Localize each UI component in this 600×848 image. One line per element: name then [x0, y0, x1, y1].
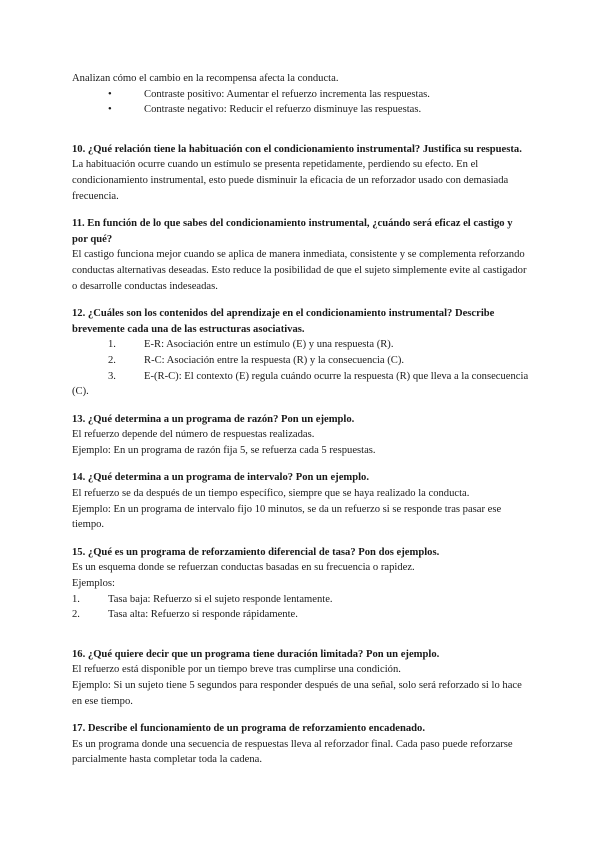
question-heading: 11. En función de lo que sabes del condicionamiento instrumental, ¿cuándo será eficaz el castigo y por qué?	[72, 218, 513, 245]
numbered-item	[72, 369, 530, 400]
question-heading: 15. ¿Qué es un programa de reforzamiento diferencial de tasa? Pon dos ejemplos.	[72, 546, 440, 558]
bullet-marker: •	[108, 104, 112, 116]
example-text: Ejemplo: En un programa de intervalo fijo 10 minutos, se da un refuerzo si se responde tras pasar ese tiempo.	[72, 503, 502, 531]
answer-text: El castigo funciona mejor cuando se aplica de manera inmediata, consistente y se complementa reforzando conductas alternativas deseadas. Esto reduce la posibilidad de que el sujeto simplemente evite al castigador o desarrolle conductas indeseadas.	[72, 249, 527, 292]
bullet-text: Contraste negativo: Reducir el refuerzo disminuye las respuestas.	[144, 104, 422, 116]
item-text: Tasa alta: Refuerzo si responde rápidamente.	[108, 609, 298, 621]
bullet-item	[72, 87, 530, 103]
question-15	[72, 545, 530, 623]
answer-text: Es un esquema donde se refuerzan conductas basadas en su frecuencia o rapidez.	[72, 562, 415, 574]
item-number: 3.	[108, 370, 116, 382]
item-text: E-(R-C): El contexto (E) regula cuándo ocurre la respuesta (R) que lleva a la consecuencia (C).	[72, 370, 529, 398]
question-heading: 12. ¿Cuáles son los contenidos del aprendizaje en el condicionamiento instrumental? Describe brevemente cada una de las estructuras asociativas.	[72, 308, 495, 335]
question-14	[72, 470, 530, 532]
bullet-item	[72, 102, 530, 118]
example-item	[72, 607, 530, 623]
answer-text: El refuerzo se da después de un tiempo específico, siempre que se haya realizado la conducta.	[72, 488, 470, 500]
question-10	[72, 142, 530, 204]
document-content	[72, 71, 530, 768]
answer-text: La habituación ocurre cuando un estímulo se presenta repetidamente, perdiendo su efecto. En el condicionamiento instrumental, esto puede disminuir la eficacia de un reforzador usado con demasiada frecuencia.	[72, 159, 509, 202]
item-number: 2.	[108, 354, 116, 366]
intro-section	[72, 71, 530, 118]
question-16	[72, 647, 530, 709]
example-text: Ejemplo: En un programa de razón fija 5, se refuerza cada 5 respuestas.	[72, 444, 376, 456]
item-number: 1.	[72, 593, 80, 605]
item-number: 1.	[108, 339, 116, 351]
item-text: Tasa baja: Refuerzo si el sujeto responde lentamente.	[108, 593, 333, 605]
numbered-item	[72, 337, 530, 353]
answer-text: Es un programa donde una secuencia de respuestas lleva al reforzador final. Cada paso puede reforzarse parcialmente hasta completar toda la cadena.	[72, 738, 513, 766]
question-heading: 14. ¿Qué determina a un programa de intervalo? Pon un ejemplo.	[72, 472, 370, 484]
item-text: E-R: Asociación entre un estímulo (E) y una respuesta (R).	[144, 339, 394, 351]
item-text: R-C: Asociación entre la respuesta (R) y la consecuencia (C).	[144, 354, 405, 366]
bullet-marker: •	[108, 88, 112, 100]
numbered-item	[72, 353, 530, 369]
question-11	[72, 216, 530, 294]
example-text: Ejemplo: Si un sujeto tiene 5 segundos para responder después de una señal, solo será reforzado si lo hace en ese tiempo.	[72, 680, 522, 707]
item-number: 2.	[72, 609, 80, 621]
question-heading: 13. ¿Qué determina a un programa de razón? Pon un ejemplo.	[72, 413, 355, 425]
question-heading: 10. ¿Qué relación tiene la habituación con el condicionamiento instrumental? Justifica su respuesta.	[72, 143, 522, 155]
examples-label: Ejemplos:	[72, 578, 115, 590]
answer-text: El refuerzo está disponible por un tiempo breve tras cumplirse una condición.	[72, 664, 401, 676]
intro-line: Analizan cómo el cambio en la recompensa afecta la conducta.	[72, 73, 339, 84]
example-item	[72, 592, 530, 608]
question-heading: 17. Describe el funcionamiento de un programa de reforzamiento encadenado.	[72, 723, 425, 735]
question-heading: 16. ¿Qué quiere decir que un programa tiene duración limitada? Pon un ejemplo.	[72, 648, 440, 660]
question-17	[72, 721, 530, 768]
answer-text: El refuerzo depende del número de respuestas realizadas.	[72, 429, 315, 441]
question-13	[72, 412, 530, 459]
question-12	[72, 306, 530, 400]
bullet-text: Contraste positivo: Aumentar el refuerzo incrementa las respuestas.	[144, 88, 430, 100]
